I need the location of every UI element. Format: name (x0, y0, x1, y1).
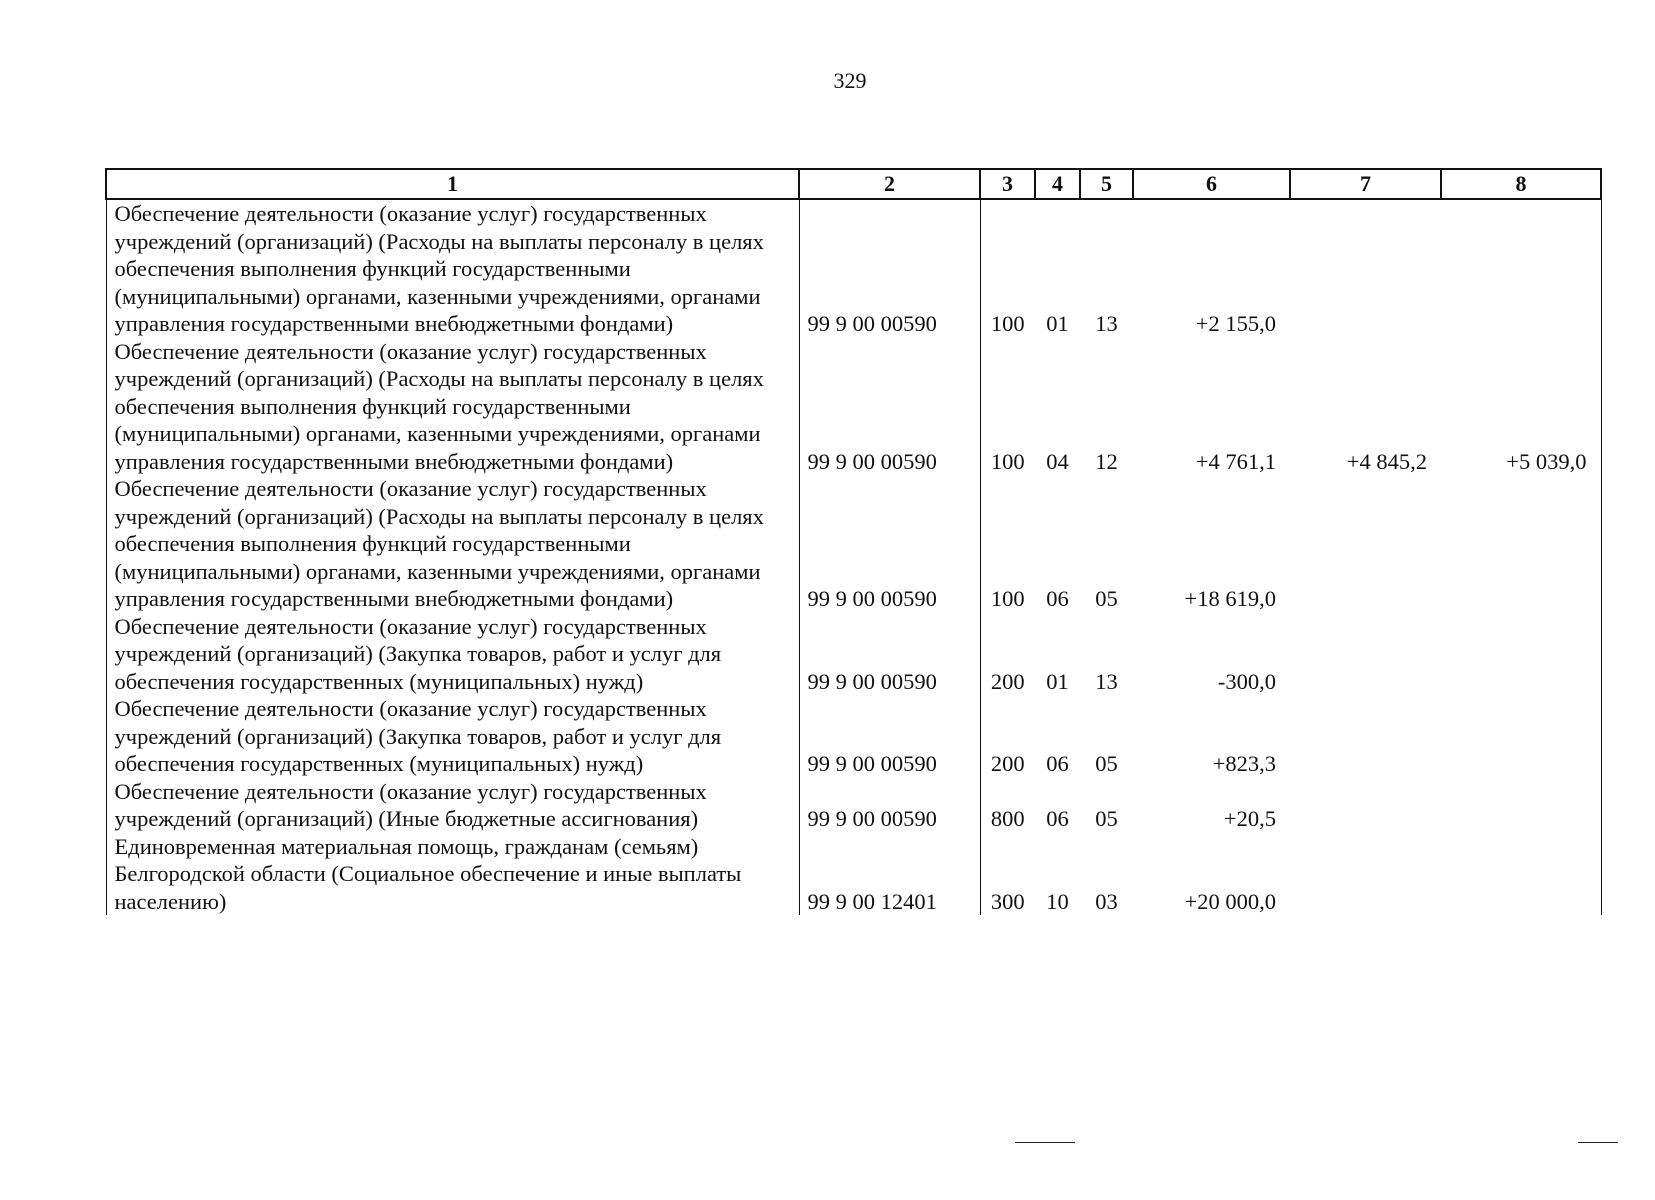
header-row (106, 169, 1601, 199)
table-row (106, 778, 1601, 833)
expense-type: 100 (980, 475, 1035, 613)
expense-type: 300 (980, 833, 1035, 916)
amount-col-6: +20 000,0 (1184, 888, 1276, 914)
target-article-code: 99 9 00 00590 (799, 338, 980, 476)
header-cell-4: 4 (1035, 169, 1080, 199)
amount-col-8 (1441, 199, 1601, 338)
amount-col-8 (1441, 833, 1601, 916)
section: 10 (1046, 888, 1069, 914)
target-article-code: 99 9 00 00590 (799, 199, 980, 338)
header-cell-6: 6 (1133, 169, 1290, 199)
section: 06 (1046, 806, 1069, 831)
row-name: Обеспечение деятельности (оказание услуг) государственных учреждений (организаций) (Закупка товаров, работ и услуг для обеспечения государственных (муниципальных) нужд) (106, 613, 799, 696)
subsection: 03 (1095, 888, 1118, 914)
table-row (106, 695, 1601, 778)
amount-col-6: +18 619,0 (1184, 586, 1276, 611)
expense-type: 200 (980, 613, 1035, 696)
subsection: 12 (1095, 448, 1118, 474)
subsection: 13 (1095, 668, 1118, 694)
amount-col-6: +823,3 (1212, 751, 1276, 776)
expense-type: 200 (980, 695, 1035, 778)
target-article-code: 99 9 00 00590 (799, 695, 980, 778)
amount-col-7 (1290, 613, 1441, 696)
target-article-code: 99 9 00 00590 (799, 475, 980, 613)
subsection: 13 (1095, 311, 1118, 336)
amount-col-7 (1290, 778, 1441, 833)
row-name: Обеспечение деятельности (оказание услуг) государственных учреждений (организаций) (Расходы на выплаты персоналу в целях обеспечения выполнения функций государственными (муниципальными) органами, казенными учреждениями, органами управления государственными внебюджетными фондами) (106, 475, 799, 613)
subsection: 05 (1095, 751, 1118, 776)
amount-col-6: +2 155,0 (1195, 311, 1276, 336)
row-name: Обеспечение деятельности (оказание услуг) государственных учреждений (организаций) (Расходы на выплаты персоналу в целях обеспечения выполнения функций государственными (муниципальными) органами, казенными учреждениями, органами управления государственными внебюджетными фондами) (106, 338, 799, 476)
amount-col-7 (1290, 199, 1441, 338)
table-row (106, 475, 1601, 613)
amount-col-7 (1290, 475, 1441, 613)
header-cell-8: 8 (1441, 169, 1601, 199)
row-name: Единовременная материальная помощь, гражданам (семьям) Белгородской области (Социальное обеспечение и иные выплаты населению) (106, 833, 799, 916)
subsection: 05 (1095, 586, 1118, 611)
target-article-code: 99 9 00 00590 (799, 613, 980, 696)
amount-col-8 (1441, 475, 1601, 613)
header-cell-7: 7 (1290, 169, 1441, 199)
scan-mark-right (1578, 1142, 1618, 1143)
expense-type: 800 (980, 778, 1035, 833)
target-article-code: 99 9 00 12401 (799, 833, 980, 916)
expense-type: 100 (980, 199, 1035, 338)
section: 06 (1046, 751, 1069, 776)
page-number: 329 (833, 68, 867, 93)
scan-mark-left (1015, 1142, 1075, 1143)
row-name: Обеспечение деятельности (оказание услуг) государственных учреждений (организаций) (Закупка товаров, работ и услуг для обеспечения государственных (муниципальных) нужд) (106, 695, 799, 778)
amount-col-7: +4 845,2 (1346, 448, 1427, 474)
section: 06 (1046, 586, 1069, 611)
expense-type: 100 (980, 338, 1035, 476)
table-row (106, 338, 1601, 476)
amount-col-6: +4 761,1 (1195, 448, 1276, 474)
amount-col-8 (1441, 695, 1601, 778)
header-cell-3: 3 (980, 169, 1035, 199)
amount-col-8: +5 039,0 (1441, 338, 1601, 476)
amount-col-7 (1290, 833, 1441, 916)
row-name: Обеспечение деятельности (оказание услуг) государственных учреждений (организаций) (Расходы на выплаты персоналу в целях обеспечения выполнения функций государственными (муниципальными) органами, казенными учреждениями, органами управления государственными внебюджетными фондами) (106, 199, 799, 338)
table-row (106, 833, 1601, 916)
section: 01 (1046, 311, 1069, 336)
subsection: 05 (1095, 806, 1118, 831)
budget-table (105, 168, 1602, 915)
table-row (106, 199, 1601, 338)
amount-col-8 (1441, 778, 1601, 833)
amount-col-7 (1290, 695, 1441, 778)
amount-col-8 (1441, 613, 1601, 696)
amount-col-6: +20,5 (1223, 806, 1276, 831)
table-row (106, 613, 1601, 696)
amount-col-6: -300,0 (1217, 668, 1276, 694)
header-cell-5: 5 (1080, 169, 1133, 199)
section: 04 (1046, 448, 1069, 474)
section: 01 (1046, 668, 1069, 694)
header-cell-1: 1 (106, 169, 799, 199)
header-cell-2: 2 (799, 169, 980, 199)
row-name: Обеспечение деятельности (оказание услуг) государственных учреждений (организаций) (Иные бюджетные ассигнования) (106, 778, 799, 833)
target-article-code: 99 9 00 00590 (799, 778, 980, 833)
